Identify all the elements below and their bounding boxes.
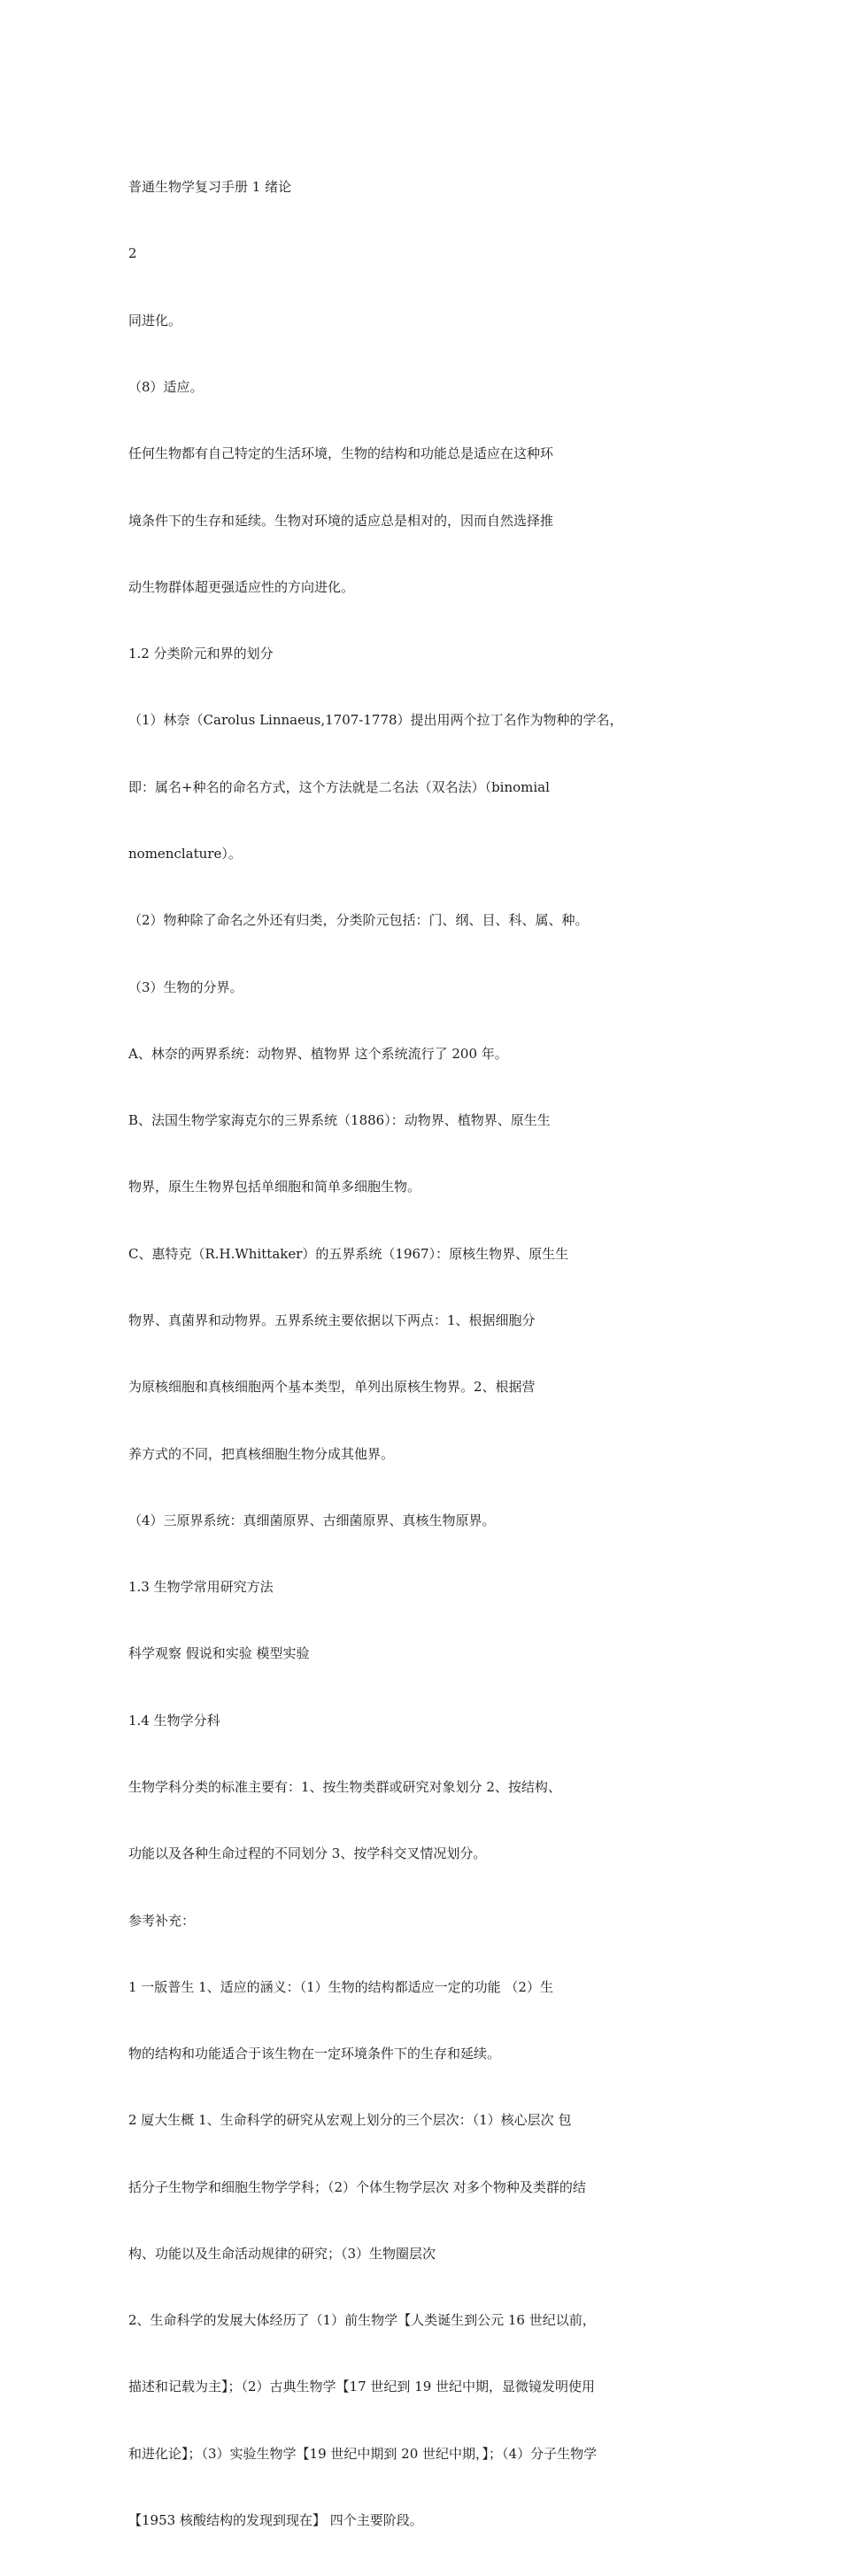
text-line: 养方式的不同，把真核细胞生物分成其他界。 <box>128 1445 395 1462</box>
text-line: A、林奈的两界系统：动物界、植物界 这个系统流行了 200 年。 <box>128 1045 508 1062</box>
text-line: 参考补充： <box>128 1912 196 1929</box>
section-heading: 1.4 生物学分科 <box>128 1712 220 1729</box>
text-line: 科学观察 假说和实验 模型实验 <box>128 1645 310 1662</box>
text-line: 1 一版普生 1、适应的涵义：（1）生物的结构都适应一定的功能 （2）生 <box>128 1978 553 1995</box>
text-line: （1）林奈（Carolus Linnaeus,1707-1778）提出用两个拉丁名作为物种的学名， <box>128 712 623 729</box>
text-line: 同进化。 <box>128 312 182 329</box>
header-title: 普通生物学复习手册 1 绪论 <box>128 179 292 196</box>
text-line: （2）物种除了命名之外还有归类，分类阶元包括：门、纲、目、科、属、种。 <box>128 912 589 929</box>
text-line: 即：属名+种名的命名方式，这个方法就是二名法（双名法）（binomial <box>128 778 550 795</box>
text-line: 物界、真菌界和动物界。五界系统主要依据以下两点：1、根据细胞分 <box>128 1311 536 1328</box>
text-line: （4）三原界系统：真细菌原界、古细菌原界、真核生物原界。 <box>128 1512 496 1528</box>
text-line: 动生物群体超更强适应性的方向进化。 <box>128 578 355 595</box>
text-line: 境条件下的生存和延续。生物对环境的适应总是相对的，因而自然选择推 <box>128 512 554 529</box>
text-line: （3）生物的分界。 <box>128 979 243 995</box>
text-line: 2 厦大生概 1、生命科学的研究从宏观上划分的三个层次：（1）核心层次 包 <box>128 2112 572 2129</box>
text-line: 任何生物都有自己特定的生活环境，生物的结构和功能总是适应在这种环 <box>128 445 554 462</box>
text-line: C、惠特克（R.H.Whittaker）的五界系统（1967）：原核生物界、原生生 <box>128 1245 569 1262</box>
text-line: 为原核细胞和真核细胞两个基本类型，单列出原核生物界。2、根据营 <box>128 1379 536 1396</box>
document-body <box>128 132 748 2576</box>
page-number: 2 <box>128 245 137 262</box>
text-line: 描述和记载为主】；（2）古典生物学【17 世纪到 19 世纪中期，显微镜发明使用 <box>128 2379 596 2395</box>
text-line: 构、功能以及生命活动规律的研究；（3）生物圈层次 <box>128 2245 436 2262</box>
section-heading: 1.3 生物学常用研究方法 <box>128 1579 274 1596</box>
text-line: 功能以及各种生命过程的不同划分 3、按学科交叉情况划分。 <box>128 1845 487 1862</box>
text-line: 括分子生物学和细胞生物学学科；（2）个体生物学层次 对多个物种及类群的结 <box>128 2178 586 2195</box>
text-line: 物的结构和功能适合于该生物在一定环境条件下的生存和延续。 <box>128 2046 501 2062</box>
text-line: 2、生命科学的发展大体经历了（1）前生物学【人类诞生到公元 16 世纪以前， <box>128 2312 596 2329</box>
text-line: （8）适应。 <box>128 379 204 396</box>
text-line: 和进化论】；（3）实验生物学【19 世纪中期到 20 世纪中期，】；（4）分子生物学 <box>128 2445 598 2462</box>
text-line: B、法国生物学家海克尔的三界系统（1886）：动物界、植物界、原生生 <box>128 1112 551 1129</box>
text-line: 【1953 核酸结构的发现到现在】 四个主要阶段。 <box>128 2512 423 2529</box>
text-line: 物界，原生生物界包括单细胞和简单多细胞生物。 <box>128 1179 421 1195</box>
text-line: nomenclature）。 <box>128 846 242 862</box>
text-line: 生物学科分类的标准主要有：1、按生物类群或研究对象划分 2、按结构、 <box>128 1778 561 1795</box>
section-heading: 1.2 分类阶元和界的划分 <box>128 646 274 662</box>
